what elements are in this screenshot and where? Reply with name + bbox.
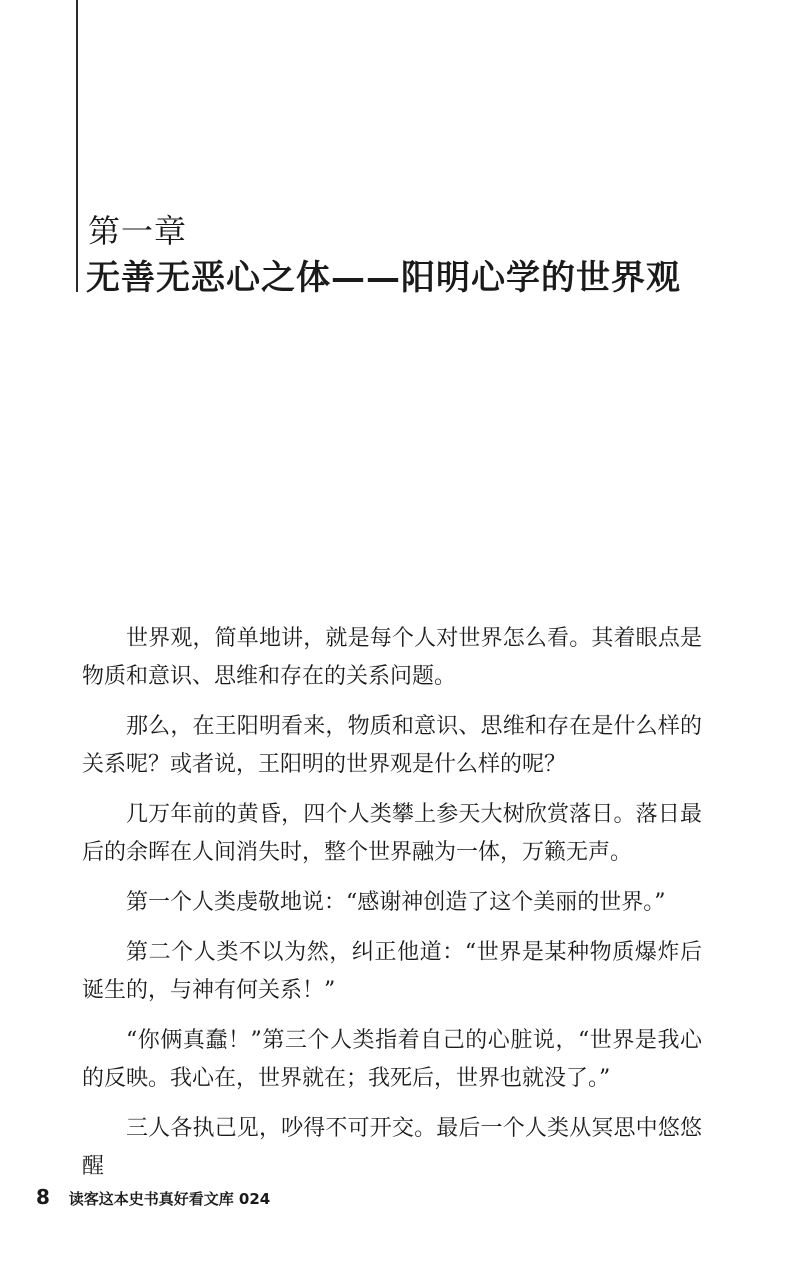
paragraph: 那么，在王阳明看来，物质和意识、思维和存在是什么样的关系呢？或者说，王阳明的世界观是什么样的呢？ — [82, 714, 702, 777]
page-number: 8 — [36, 1185, 50, 1209]
page-footer — [36, 1186, 270, 1210]
chapter-title: 无善无恶心之体——阳明心学的世界观 — [86, 258, 681, 298]
paragraph: 几万年前的黄昏，四个人类攀上参天大树欣赏落日。落日最后的余晖在人间消失时，整个世界融为一体，万籁无声。 — [82, 802, 702, 865]
body-text — [82, 620, 702, 1198]
paragraph: 世界观，简单地讲，就是每个人对世界怎么看。其着眼点是物质和意识、思维和存在的关系问题。 — [82, 626, 702, 689]
paragraph: 第一个人类虔敬地说：“感谢神创造了这个美丽的世界。” — [126, 890, 666, 915]
paragraph: 第二个人类不以为然，纠正他道：“世界是某种物质爆炸后诞生的，与神有何关系！” — [82, 940, 702, 1003]
chapter-vertical-rule — [76, 0, 78, 292]
series-title: 读客这本史书真好看文库 024 — [68, 1190, 271, 1208]
paragraph: “你俩真蠢！”第三个人类指着自己的心脏说，“世界是我心的反映。我心在，世界就在；我死后，世界也就没了。” — [82, 1028, 702, 1091]
paragraph: 三人各执己见，吵得不可开交。最后一个人类从冥思中悠悠醒 — [82, 1116, 702, 1179]
chapter-label: 第一章 — [88, 212, 188, 250]
